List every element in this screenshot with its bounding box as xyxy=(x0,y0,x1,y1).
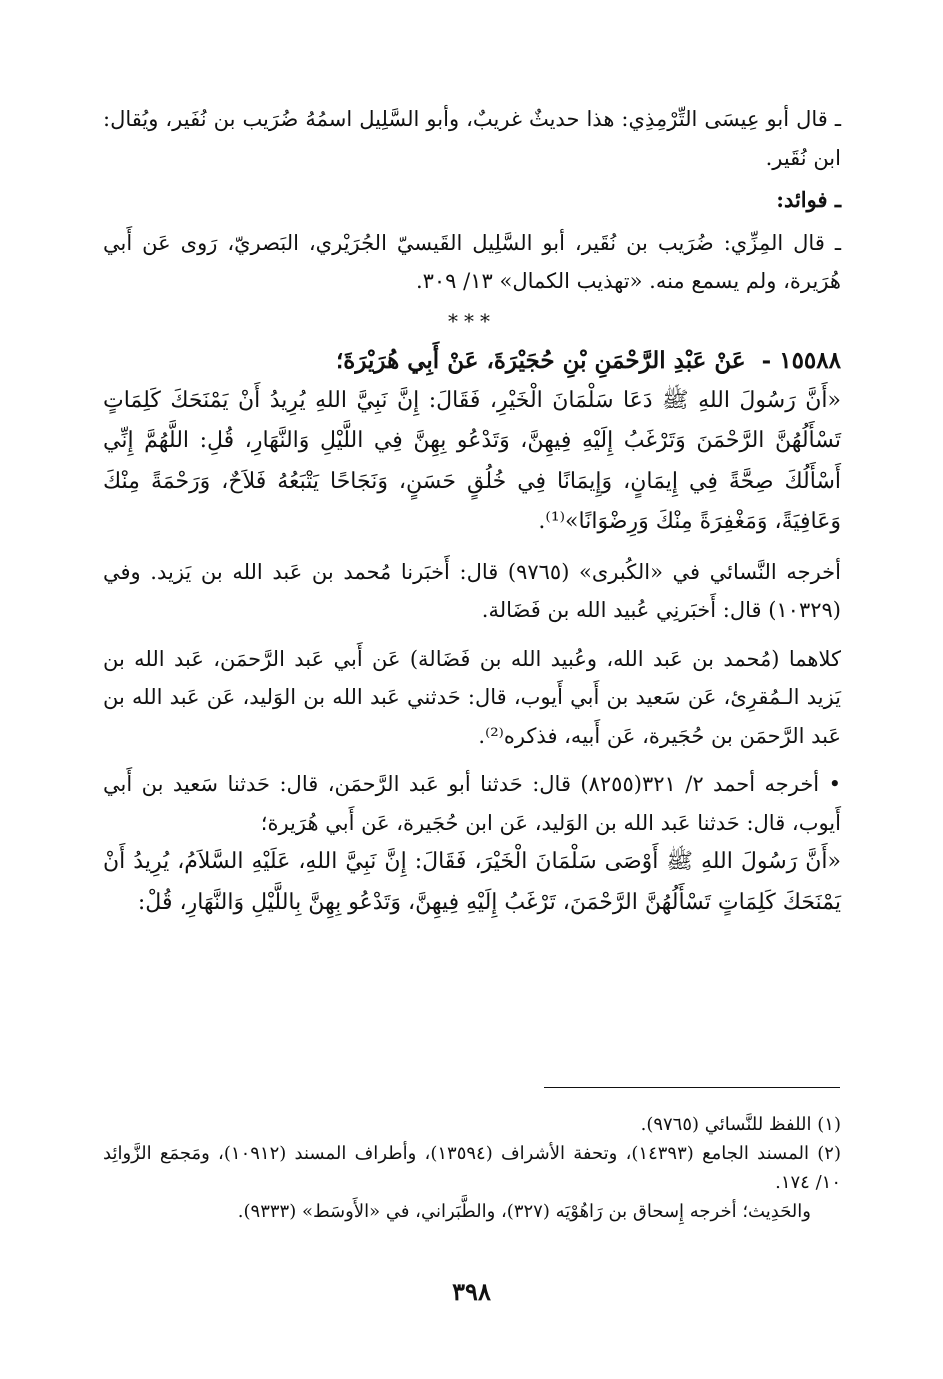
takhrij-nasai: أخرجه النَّسائي في «الكُبرى» (٩٧٦٥) قال: أَخبَرنا مُحمد بن عَبد الله بن يَزيد. وفي (١٠٣٢٩) قال: أَخبَرنِي عُبيد الله بن فَضَالة. xyxy=(103,559,841,622)
footnote-3: والحَدِيث؛ أخرجه إِسحاق بن رَاهُوْيَه (٣٢٧)، والطَّبَراني، في «الأَوسَط» (٩٣٣٣). xyxy=(237,1201,811,1222)
page-number: ٣٩٨ xyxy=(452,1277,491,1306)
footnote-divider xyxy=(544,1087,840,1088)
page-body xyxy=(103,100,841,923)
mizzi-comment: ـ قال المِزِّي: ضُرَيب بن نُقَير، أبو السَّلِيل القَيسيّ الجُرَيْري، البَصريّ، رَوى عَن أَبي هُرَيرة، ولم يسمع منه. «تهذيب الكمال» ١٣/ ٣٠٩. xyxy=(103,230,841,293)
takhrij-chain: كلاهما (مُحمد بن عَبد الله، وعُبيد الله بن فَضَالة) عَن أَبي عَبد الرَّحمَن، عَبد الله بن يَزيد الـمُقرِئ، عَن سَعيد بن أَبي أَيوب، قال: حَدثني عَبد الله بن الوَليد، عَن عَبد الله بن عَبد الرَّحمَن بن حُجَيرة، عَن أَبيه، فذكره⁽²⁾. xyxy=(103,646,841,748)
hadith-heading xyxy=(103,341,841,381)
fawaid-heading: ـ فوائد: xyxy=(776,187,841,212)
tirmidhi-comment: ـ قال أبو عِيسَى التِّرْمِذِي: هذا حديثٌ غريبٌ، وأبو السَّلِيل اسمُهُ ضُرَيب بن نُفَير، ويُقال: ابن نُقَير. xyxy=(103,107,841,170)
section-separator-stars: *** xyxy=(448,308,496,333)
footnote-2: (٢) المسند الجامع (١٤٣٩٣)، وتحفة الأشراف (١٣٥٩٤)، وأطراف المسند (١٠٩١٢)، ومَجمَع الزَّوائِد ١٠/ ١٧٤. xyxy=(103,1143,841,1193)
footnotes xyxy=(103,1110,841,1226)
hadith-text-second: «أَنَّ رَسُولَ اللهِ ﷺ أَوْصَى سَلْمَانَ الْخَيْرَ، فَقَالَ: إِنَّ نَبِيَّ اللهِ، عَلَيْهِ السَّلاَمُ، يُرِيدُ أَنْ يَمْنَحَكَ كَلِمَاتٍ تَسْأَلُهُنَّ الرَّحْمَنَ، تَرْغَبُ إِلَيْهِ فِيهِنَّ، وَتَدْعُو بِهِنَّ بِاللَّيْلِ وَالنَّهَارِ، قُلْ: xyxy=(103,849,841,915)
footnote-1: (١) اللفظ للنَّسائي (٩٧٦٥). xyxy=(640,1114,841,1135)
hadith-isnad: عَنْ عَبْدِ الرَّحْمَنِ بْنِ حُجَيْرَةَ، عَنْ أَبِي هُرَيْرَةَ؛ xyxy=(335,346,746,374)
hadith-number: ١٥٥٨٨ - xyxy=(761,346,841,374)
hadith-text: «أَنَّ رَسُولَ اللهِ ﷺ دَعَا سَلْمَانَ الْخَيْرِ، فَقَالَ: إِنَّ نَبِيَّ اللهِ يُرِيدُ أَنْ يَمْنَحَكَ كَلِمَاتٍ تَسْأَلُهُنَّ الرَّحْمَنَ وَتَرْغَبُ إِلَيْهِ فِيهِنَّ، وَتَدْعُو بِهِنَّ فِي اللَّيْلِ وَالنَّهَارِ، قُلِ: اللَّهُمَّ إِنِّي أَسْأَلُكَ صِحَّةً فِي إِيمَانٍ، وَإِيمَانًا فِي خُلُقٍ حَسَنٍ، وَنَجَاحًا يَتْبَعُهُ فَلاَحٌ، وَرَحْمَةً مِنْكَ وَعَافِيَةً، وَمَغْفِرَةً مِنْكَ وَرِضْوَانًا»⁽¹⁾. xyxy=(103,387,841,534)
takhrij-ahmad: • أخرجه أحمد ٢/ ٣٢١(٨٢٥٥) قال: حَدثنا أبو عَبد الرَّحمَن، قال: حَدثنا سَعيد بن أَبي أَيوب، قال: حَدثنا عَبد الله بن الوَليد، عَن ابن حُجَيرة، عَن أَبي هُرَيرة؛ xyxy=(103,772,841,835)
